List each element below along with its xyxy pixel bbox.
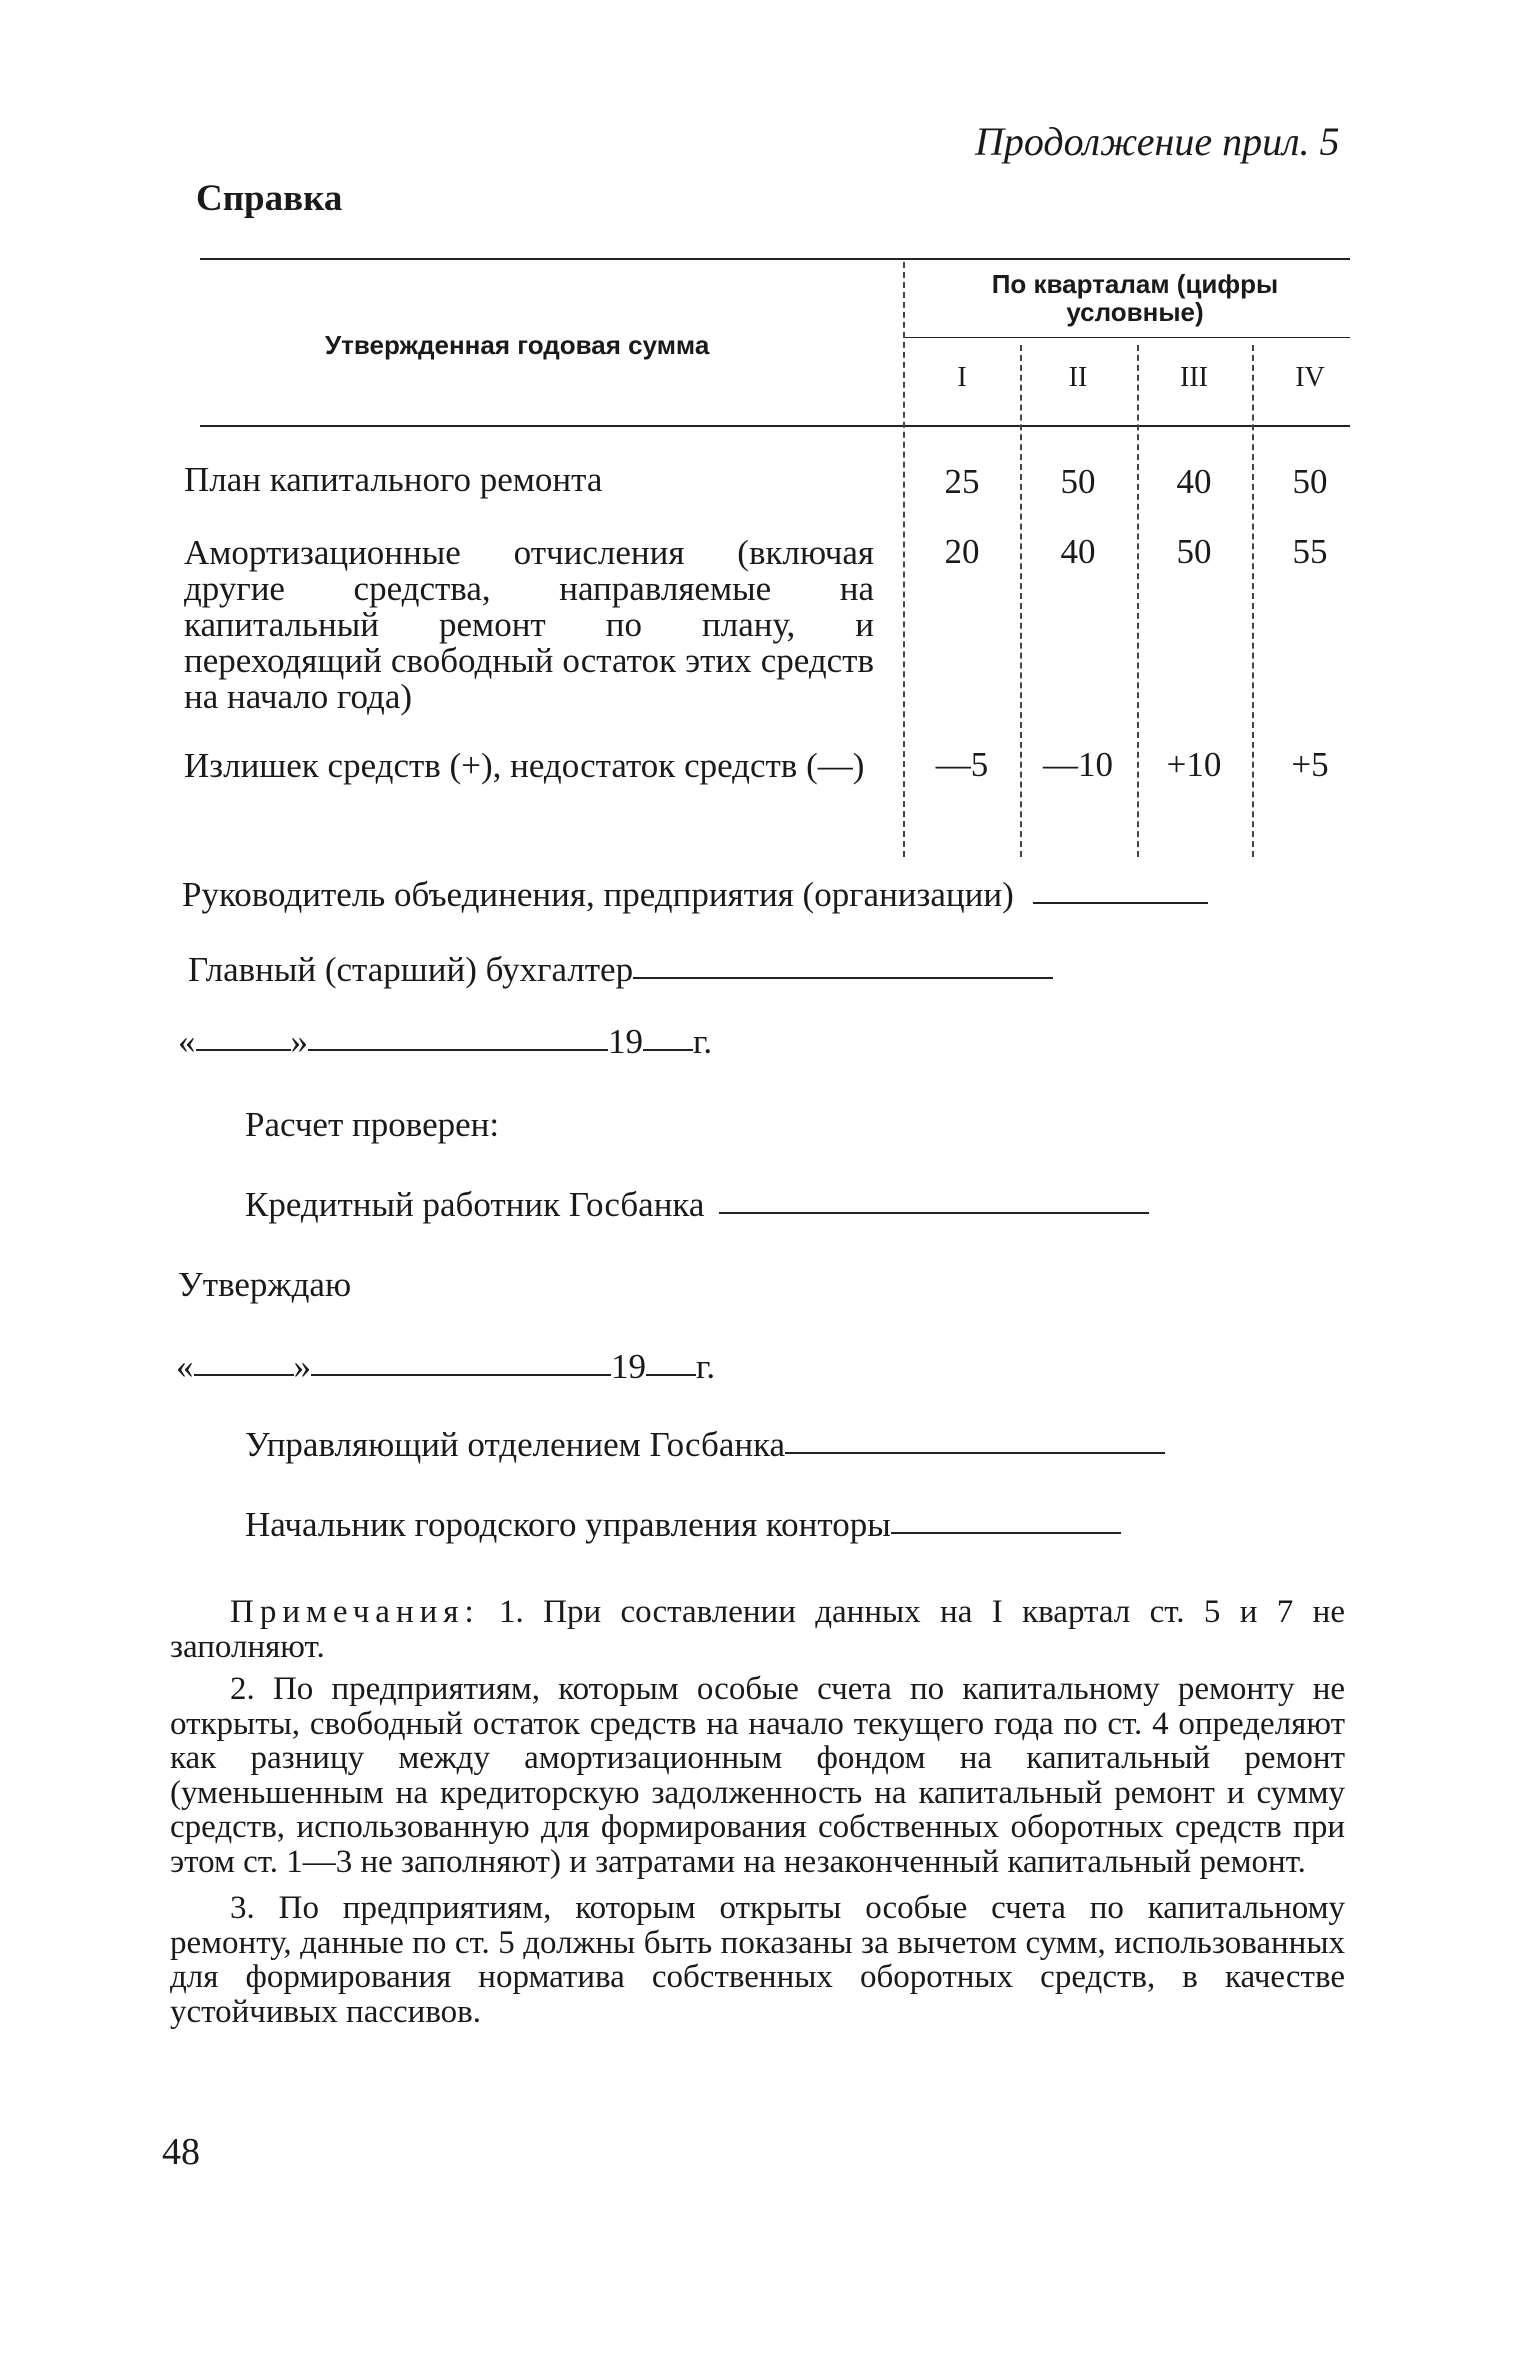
table-cell: +5 (1291, 745, 1329, 784)
day-blank (196, 1039, 291, 1051)
table-cell: 40 (1060, 532, 1096, 571)
table-top-rule (200, 258, 1350, 260)
checked-label: Расчет проверен: (245, 1105, 500, 1144)
quarter-header: IV (1295, 362, 1325, 393)
notes-section (170, 1595, 1345, 2029)
signature-credit-worker (245, 1185, 1149, 1225)
page-number: 48 (162, 2131, 200, 2173)
signature-label: Кредитный работник Госбанка (245, 1185, 705, 1224)
day-blank (194, 1364, 294, 1376)
table-row-label: Излишек средств (+), недостаток средств (—) (184, 746, 865, 785)
signature-chief-accountant (188, 950, 1053, 990)
signature-city-head (245, 1505, 1121, 1545)
continuation-label: Продолжение прил. 5 (975, 119, 1340, 164)
group-header: По кварталам (цифры условные) (991, 269, 1279, 327)
signature-label: Управляющий отделением Госбанка (245, 1425, 786, 1464)
date-line-2: « » 19 г. (176, 1347, 716, 1386)
signature-branch-manager (245, 1425, 1165, 1465)
signature-line (785, 1442, 1165, 1454)
column-divider (1137, 345, 1139, 857)
table-cell: 50 (1060, 462, 1096, 501)
table-cell: 50 (1292, 462, 1328, 501)
table-cell: —5 (935, 745, 989, 784)
date-line-1: « » 19 г. (178, 1022, 713, 1061)
table-cell: 20 (944, 532, 980, 571)
note-1: Примечания: 1. При составлении данных на I квартал ст. 5 и 7 не заполняют. (170, 1594, 1345, 1665)
table-cell: 50 (1176, 532, 1212, 571)
quarter-header: I (957, 362, 967, 393)
table-cell: 40 (1176, 462, 1212, 501)
month-blank (308, 1039, 608, 1051)
year-blank (646, 1364, 696, 1376)
quarter-header: II (1068, 362, 1088, 393)
page-title: Справка (196, 178, 343, 219)
quarter-header: III (1180, 362, 1208, 393)
table-header-rule (200, 425, 1350, 427)
signature-line (891, 1522, 1121, 1534)
table-cell: +10 (1166, 745, 1222, 784)
table-row-label: План капитального ремонта (184, 460, 603, 499)
column-divider (903, 262, 905, 857)
signature-head-org (182, 875, 1208, 915)
signature-line (1033, 892, 1208, 904)
column-divider (1020, 345, 1022, 857)
quarters-rule (905, 337, 1350, 338)
signature-line (719, 1202, 1149, 1214)
approve-label: Утверждаю (178, 1265, 352, 1304)
table-cell: 25 (944, 462, 980, 501)
signature-label: Главный (старший) бухгалтер (188, 950, 634, 989)
signature-label: Руководитель объединения, предприятия (организации) (182, 875, 1014, 914)
note-3: 3. По предприятиям, которым открыты особые счета по капитальному ремонту, данные по ст. 5 должны быть показаны за вычетом сумм, использованных для формирования норматива собственных оборотных средств, в качестве устойчивых пассивов. (170, 1890, 1345, 2030)
note-2: 2. По предприятиям, которым особые счета по капитальному ремонту не открыты, свободный остаток средств на начало текущего года по ст. 4 определяют как разницу между амортизационным фондом на капитальный ремонт (уменьшенным на кредиторскую задолженность на капитальный ремонт и сумму средств, использованную для формирования собственных оборотных средств при этом ст. 1—3 не заполняют) и затратами на незаконченный капитальный ремонт. (170, 1671, 1345, 1880)
table-cell: —10 (1043, 745, 1113, 784)
column-divider (1252, 345, 1254, 857)
month-blank (311, 1364, 611, 1376)
table-cell: 55 (1292, 532, 1328, 571)
year-blank (643, 1039, 693, 1051)
signature-line (633, 967, 1053, 979)
row-header: Утвержденная годовая сумма (325, 330, 710, 360)
signature-label: Начальник городского управления конторы (245, 1505, 891, 1544)
table-row-label: Амортизационные отчисления (включая другие средства, направляемые на капитальный ремонт по плану, и переходящий свободный остаток этих средств на начало года) (184, 533, 874, 716)
